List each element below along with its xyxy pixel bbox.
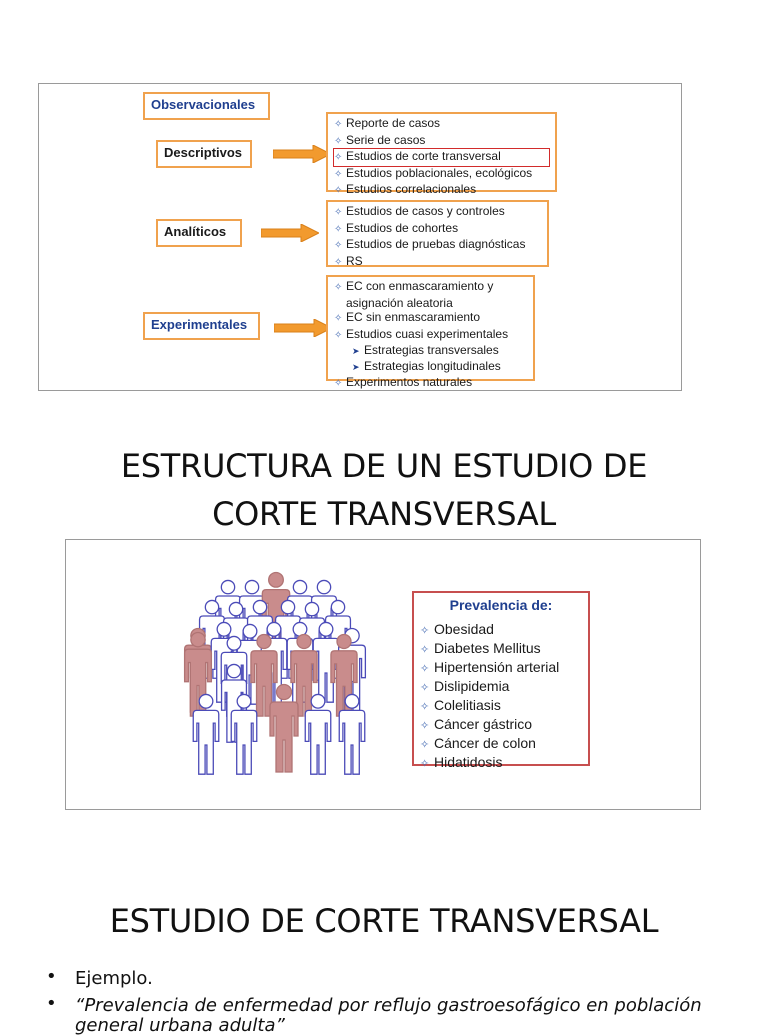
prevalence-item <box>420 716 582 735</box>
prevalence-item-text: Dislipidemia <box>434 678 510 694</box>
arrow-right-icon <box>274 319 332 337</box>
list-item-text: Estudios de cohortes <box>346 220 459 235</box>
diamond-bullet-icon: ✧ <box>420 720 430 732</box>
list-item-text: RS <box>346 253 363 268</box>
experimentales-box <box>143 312 260 340</box>
arrow-bullet-icon: ➤ <box>352 361 360 372</box>
diamond-bullet-icon: ✧ <box>420 682 430 694</box>
diamond-bullet-icon: ✧ <box>334 329 343 341</box>
diamond-bullet-icon: ✧ <box>334 207 343 218</box>
diamond-bullet-icon: ✧ <box>420 663 430 675</box>
diamond-bullet-icon: ✧ <box>334 282 343 293</box>
diamond-bullet-icon: ✧ <box>420 644 430 656</box>
prevalence-item-text: Obesidad <box>434 621 494 637</box>
list-item <box>334 237 541 254</box>
list-item <box>334 182 549 199</box>
prevalence-item <box>420 678 582 697</box>
bullet-text-example: Ejemplo. <box>75 968 153 989</box>
list-item <box>334 310 527 327</box>
list-item-text: asignación aleatoria <box>346 295 453 310</box>
list-item <box>334 254 541 271</box>
list-item <box>334 116 549 133</box>
slide-title-line1: ESTRUCTURA DE UN ESTUDIO DE <box>120 447 648 485</box>
diamond-bullet-icon: ✧ <box>420 625 430 637</box>
diamond-bullet-icon: ✧ <box>334 185 343 197</box>
diamond-bullet-icon: ✧ <box>334 377 343 389</box>
list-item-text: Reporte de casos <box>346 116 441 130</box>
list-item-text: Estrategias longitudinales <box>364 358 501 373</box>
diamond-bullet-icon: ✧ <box>420 758 430 770</box>
list-item-text: Estudios correlacionales <box>346 182 477 197</box>
list-item <box>334 375 527 392</box>
bullet-text-quote-line2: general urbana adulta” <box>75 1015 285 1036</box>
bullet-dot: • <box>46 993 57 1014</box>
prevalence-item-text: Diabetes Mellitus <box>434 640 541 656</box>
arrow-right-icon <box>261 224 319 242</box>
prevalence-item-text: Cáncer gástrico <box>434 716 533 732</box>
list-item-text: Estudios de corte transversal <box>346 149 501 164</box>
prevalence-item <box>420 735 582 754</box>
diamond-bullet-icon: ✧ <box>334 168 343 180</box>
diamond-bullet-icon: ✧ <box>334 256 343 268</box>
list-item <box>334 327 527 344</box>
observacionales-box <box>143 92 270 120</box>
analiticos-box <box>156 219 242 247</box>
list-subitem <box>334 343 527 359</box>
list-item <box>334 221 541 238</box>
arrow-right-icon <box>273 145 331 163</box>
list-item <box>334 204 541 221</box>
descriptivos-box <box>156 140 252 168</box>
list-item-text: Experimentos naturales <box>346 374 473 389</box>
list-item-text: EC con enmascaramiento y <box>346 279 494 293</box>
slide-title-line2: CORTE TRANSVERSAL <box>212 495 556 533</box>
experimentales-label: Experimentales <box>151 317 248 332</box>
list-item-text: EC sin enmascaramiento <box>346 310 481 325</box>
list-item <box>334 296 527 311</box>
descriptivos-label: Descriptivos <box>164 145 243 160</box>
list-item <box>334 133 549 150</box>
bullet-text-quote: “Prevalencia de enfermedad por reflujo gastroesofágico en población <box>75 995 702 1016</box>
section-title: ESTUDIO DE CORTE TRANSVERSAL <box>109 902 659 940</box>
diamond-bullet-icon: ✧ <box>334 152 343 164</box>
list-item-text: Estudios cuasi experimentales <box>346 326 509 341</box>
descriptivos-list <box>326 112 557 197</box>
diamond-bullet-icon: ✧ <box>334 135 343 147</box>
bullet-dot: • <box>46 966 57 987</box>
diamond-bullet-icon: ✧ <box>334 240 343 252</box>
analiticos-list <box>326 200 549 267</box>
study-types-figure <box>38 83 682 391</box>
population-illustration <box>176 570 376 785</box>
prevalence-item <box>420 754 582 773</box>
prevalence-item <box>420 621 582 640</box>
list-item <box>334 166 549 183</box>
observacionales-label: Observacionales <box>151 97 256 112</box>
prevalence-item <box>420 659 582 678</box>
prevalence-item <box>420 640 582 659</box>
list-item-text: Estudios de pruebas diagnósticas <box>346 237 526 252</box>
prevalence-heading: Prevalencia de: <box>449 597 553 613</box>
diamond-bullet-icon: ✧ <box>334 313 343 325</box>
list-item-text: Serie de casos <box>346 132 426 147</box>
diamond-bullet-icon: ✧ <box>420 701 430 713</box>
prevalence-item-text: Hipertensión arterial <box>434 659 560 675</box>
list-subitem <box>334 359 527 375</box>
cross-sectional-figure <box>65 539 701 810</box>
arrow-bullet-icon: ➤ <box>352 346 360 357</box>
prevalence-item-text: Hidatidosis <box>434 754 503 770</box>
list-item-text: Estrategias transversales <box>364 343 499 358</box>
list-item-text: Estudios de casos y controles <box>346 204 505 218</box>
diamond-bullet-icon: ✧ <box>334 119 343 130</box>
prevalence-item-text: Cáncer de colon <box>434 735 536 751</box>
prevalence-item-text: Colelitiasis <box>434 697 501 713</box>
prevalence-box <box>412 591 590 770</box>
diamond-bullet-icon: ✧ <box>420 739 430 751</box>
list-item <box>334 149 549 166</box>
experimentales-list <box>326 275 535 389</box>
diamond-bullet-icon: ✧ <box>334 223 343 235</box>
prevalence-item <box>420 697 582 716</box>
analiticos-label: Analíticos <box>164 224 227 239</box>
list-item <box>334 279 527 296</box>
list-item-text: Estudios poblacionales, ecológicos <box>346 165 533 180</box>
